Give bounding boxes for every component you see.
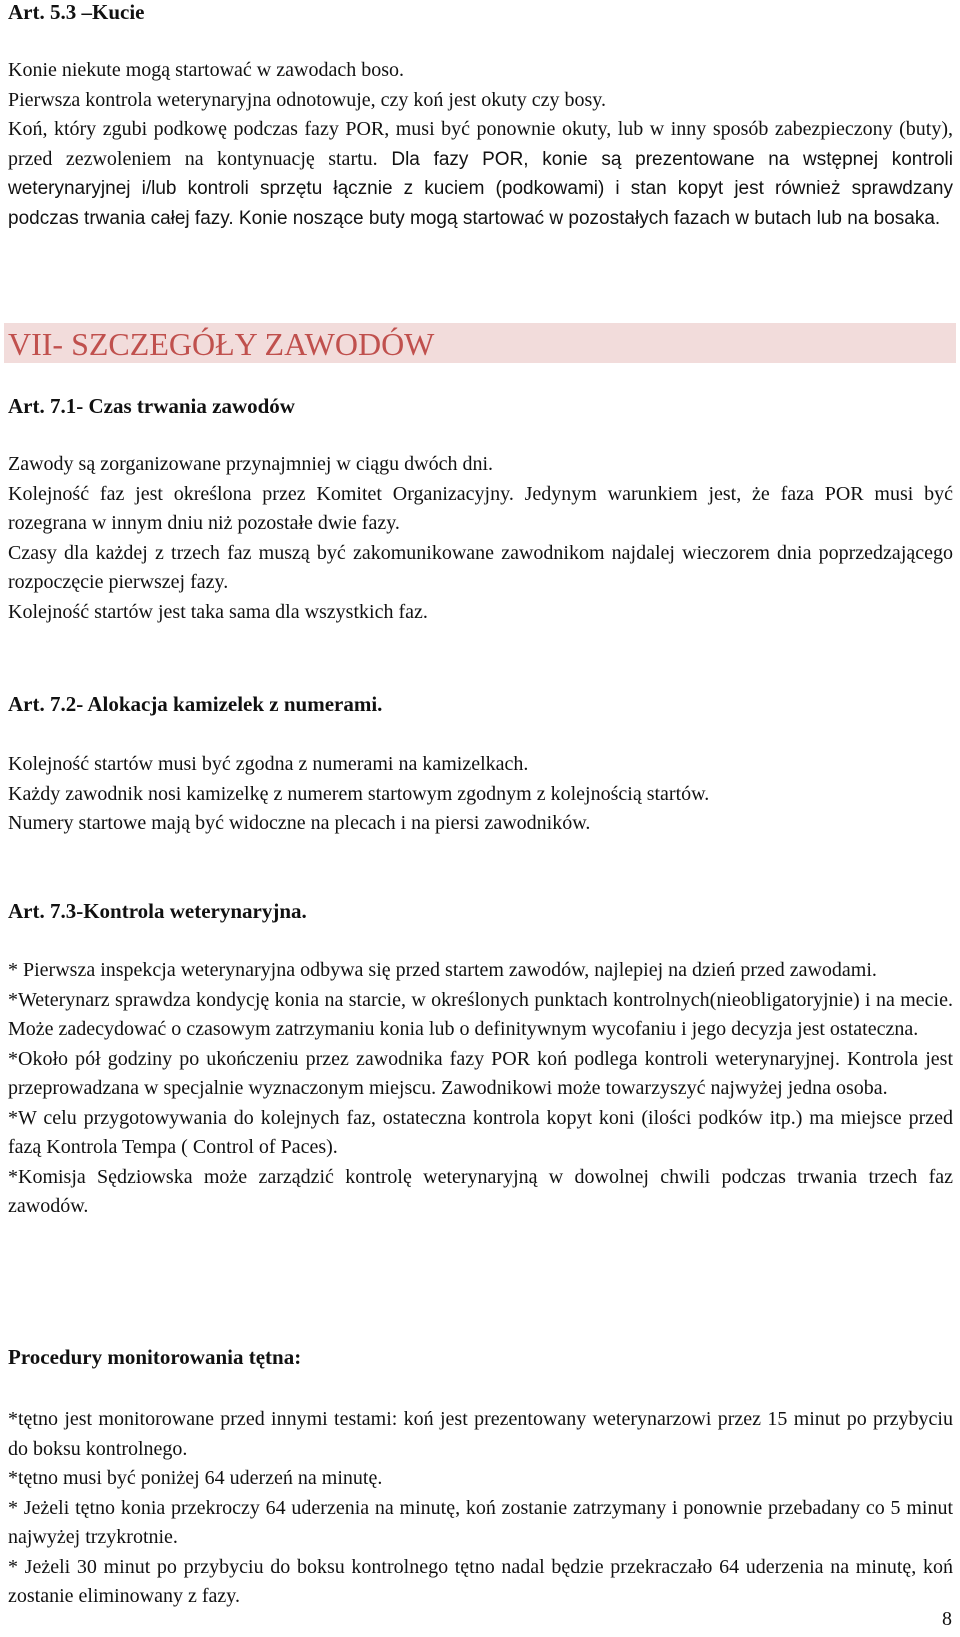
art-7-3-para-2: *Weterynarz sprawdza kondycję konia na starcie, w określonych punktach kontrolnych(nieobligatoryjnie) i na mecie. Może zadecydować o czasowym zatrzymaniu konia lub o definitywnym wycofaniu i jego decyzja jest ostateczna. [8, 988, 953, 1040]
art-7-1-para-1: Zawody są zorganizowane przynajmniej w ciągu dwóch dni. [8, 453, 494, 475]
art-7-1-para-4: Kolejność startów jest taka sama dla wszystkich faz. [8, 600, 428, 623]
art-7-1-body [8, 450, 953, 627]
art-7-1-heading: Art. 7.1- Czas trwania zawodów [8, 394, 295, 418]
art-7-1-para-2: Kolejność faz jest określona przez Komitet Organizacyjny. Jedynym warunkiem jest, że faza POR musi być rozegrana w innym dniu niż pozostałe dwie fazy. [8, 482, 953, 534]
art-5-3-line-2: Pierwsza kontrola weterynaryjna odnotowuje, czy koń jest okuty czy bosy. [8, 88, 606, 111]
art-5-3-heading: Art. 5.3 –Kucie [8, 0, 145, 24]
art-5-3-body [8, 56, 953, 233]
art-7-3-heading: Art. 7.3-Kontrola weterynaryjna. [8, 899, 307, 923]
art-7-2-para-1: Kolejność startów musi być zgodna z numerami na kamizelkach. [8, 753, 529, 775]
art-7-2-body [8, 750, 953, 839]
art-5-3-line-3 [8, 115, 953, 233]
art-7-3-para-4: *W celu przygotowywania do kolejnych faz, ostateczna kontrola kopyt koni (ilości podków itp.) ma miejsce przed fazą Kontrola Tempa ( Control of Paces). [8, 1106, 953, 1158]
art-5-3-line-3-sans: Dla fazy POR, konie są prezentowane na wstępnej kontroli weterynaryjnej i/lub kontroli sprzętu łącznie z kuciem (podkowami) i stan kopyt jest również sprawdzany podczas trwania całej fazy. Konie noszące buty mogą startować w pozostałych fazach w butach lub na bosaka. [8, 148, 953, 229]
pulse-para-1: *tętno jest monitorowane przed innymi testami: koń jest prezentowany weterynarzowi przez 15 minut po przybyciu do boksu kontrolnego. [8, 1408, 953, 1460]
pulse-procedures-body [8, 1405, 953, 1612]
pulse-procedures-heading: Procedury monitorowania tętna: [8, 1345, 302, 1369]
page-number: 8 [942, 1608, 952, 1630]
art-5-3-line-1: Konie niekute mogą startować w zawodach boso. [8, 59, 404, 81]
art-7-3-para-5: *Komisja Sędziowska może zarządzić kontrolę weterynaryjną w dowolnej chwili podczas trwania trzech faz zawodów. [8, 1165, 953, 1217]
pulse-para-2: *tętno musi być poniżej 64 uderzeń na minutę. [8, 1467, 383, 1489]
pulse-para-4: * Jeżeli 30 minut po przybyciu do boksu kontrolnego tętno nadal będzie przekraczało 64 uderzenia na minutę, koń zostanie eliminowany z fazy. [8, 1555, 953, 1607]
art-7-2-para-2: Każdy zawodnik nosi kamizelkę z numerem startowym zgodnym z kolejnością startów. [8, 782, 710, 805]
art-7-2-para-3: Numery startowe mają być widoczne na plecach i na piersi zawodników. [8, 812, 591, 834]
art-7-1-para-3: Czasy dla każdej z trzech faz muszą być zakomunikowane zawodnikom najdalej wieczorem dnia poprzedzającego rozpoczęcie pierwszej fazy. [8, 541, 953, 593]
section-title: VII- SZCZEGÓŁY ZAWODÓW [8, 326, 435, 362]
art-7-3-para-1: * Pierwsza inspekcja weterynaryjna odbywa się przed startem zawodów, najlepiej na dzień przed zawodami. [8, 959, 877, 981]
art-5-3-line-3-serif: Koń, który zgubi podkowę podczas fazy POR, musi być ponownie okuty, lub w inny sposób zabezpieczony (buty), przed zezwoleniem na kontynuację startu. [8, 118, 953, 170]
art-7-3-para-3: *Około pół godziny po ukończeniu przez zawodnika fazy POR koń podlega kontroli weterynaryjnej. Kontrola jest przeprowadzana w specjalnie wyznaczonym miejscu. Zawodnikowi może towarzyszyć najwyżej jedna osoba. [8, 1047, 953, 1099]
pulse-para-3: * Jeżeli tętno konia przekroczy 64 uderzenia na minutę, koń zostanie zatrzymany i ponownie przebadany co 5 minut najwyżej trzykrotnie. [8, 1496, 953, 1548]
art-7-3-body [8, 956, 953, 1222]
art-7-2-heading: Art. 7.2- Alokacja kamizelek z numerami. [8, 692, 383, 716]
